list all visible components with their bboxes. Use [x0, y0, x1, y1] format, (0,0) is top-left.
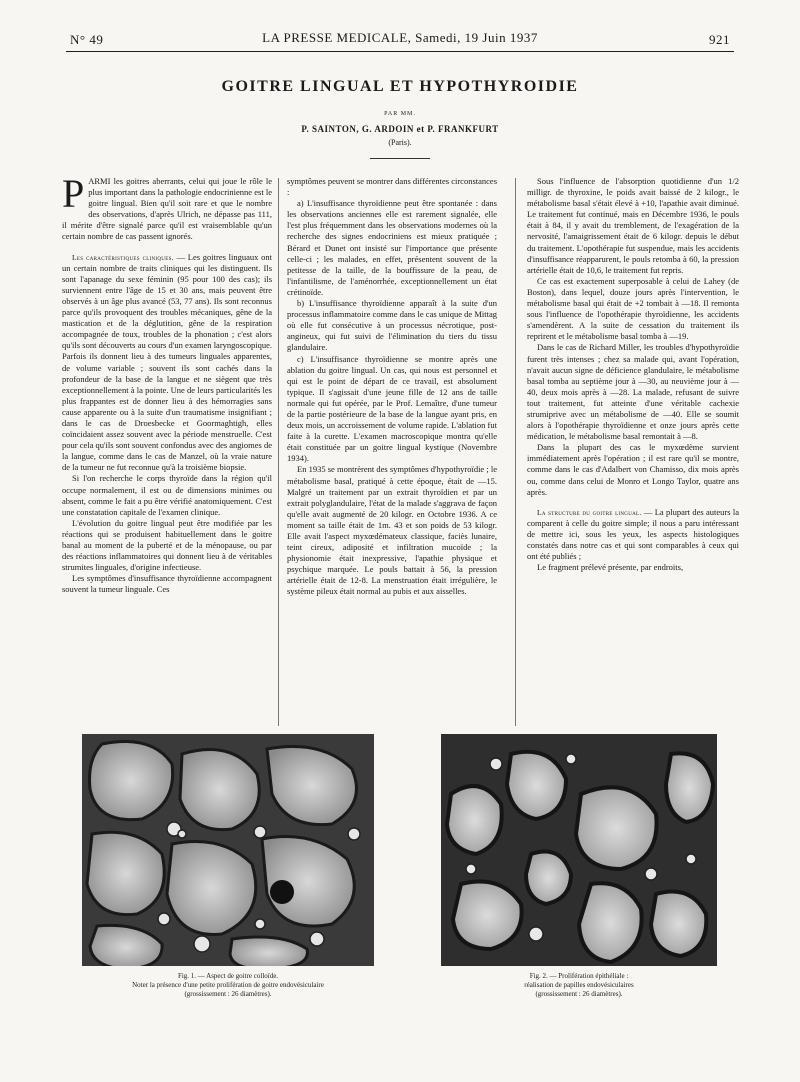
figure-1-micrograph [82, 734, 374, 966]
figure-2-caption [441, 972, 717, 999]
paragraph: Les caractéristiques cliniques. — Les goitres linguaux ont un certain nombre de traits cliniques qui les distinguent. Ils sont l'apanage du sexe féminin (95 pour 100 des cas); ils surviennent entre l'âge de 15 et 30 ans, mais peuvent être observés à un âge plus avancé (53, 77 ans). Ils sont reconnus parce qu'ils provoquent des troubles mécaniques, gêne de la mastication et de la déglutition, gêne de la respiration accompagnée de toux, troubles de la phonation ; c'est alors qu'ils sont découverts au cours d'un examen laryngoscopique. Parfois ils donnent lieu à des tumeurs linguales apparentes, de volume variable ; souvent ils sont cachés dans la profondeur de la base de la langue et ne siègent que très exceptionnellement à la pointe. Une de leurs particularités les plus frappantes est de donner lieu à des hémorragies sans cause apparente ou à la suite d'un traumatisme insignifiant ; dans le cas de Droesbecke et Goormaghtigh, elles coïncidaient assez souvent avec la période menstruelle. C'est pour cela qu'ils sont souvent confondus avec des angiomes de la langue, comme dans le cas de Manzel, où la vraie nature de la tumeur ne fut reconnue qu'à la troisième biopsie. [62, 251, 273, 473]
section-heading: Les caractéristiques cliniques. [72, 252, 174, 262]
journal-title: LA PRESSE MEDICALE, Samedi, 19 Juin 1937 [262, 30, 538, 45]
paragraph: Si l'on recherche le corps thyroïde dans la région qu'il occupe normalement, il est ou de dimensions minimes ou absent, comme le fait a pu être vérifié anatomiquement. C'est une constatation capitale de l'examen clinique. [62, 473, 272, 517]
section-heading: La structure du goitre lingual. [537, 507, 642, 517]
header-rule [66, 51, 734, 52]
title-rule [370, 158, 430, 159]
article-city: (Paris). [388, 138, 412, 147]
article-authors: P. SAINTON, G. ARDOIN et P. FRANKFURT [301, 124, 499, 134]
micrograph-image [82, 734, 374, 966]
caption-line: Fig. 2. — Prolifération épithéliale : [529, 972, 629, 980]
page-number: 921 [709, 32, 730, 47]
text-column-3 [527, 176, 739, 573]
paragraph: a) L'insuffisance thyroïdienne peut être spontanée : dans les observations anciennes elle est rarement signalée, elle l'est plus fréquemment dans les observations modernes où la recherche des signes endocriniens est mieux pratiquée ; Bérard et Dunet ont insisté sur l'importance que présente celle-ci ; les malades, en effet, présentent souvent de la petitesse de la taille, de la bouffissure de la peau, de l'infantilisme, de l'aménorrhée, exceptionnellement un état crétinoïde. [287, 198, 497, 297]
paragraph: PARMI les goitres aberrants, celui qui joue le rôle le plus important dans la pathologie endocrinienne est le goitre lingual. Bien qu'il soit rare et que le nombre des observations, d'après Ulrich, ne dépasse pas 111, il mérite d'être signalé parce qu'il est vraisemblable qu'un certain nombre de cas passent ignorés. [62, 171, 272, 242]
paragraph: symptômes peuvent se montrer dans différentes circonstances : [287, 176, 497, 198]
text-column-2 [287, 176, 497, 598]
caption-line: (grossissement : 26 diamètres). [184, 990, 272, 998]
column-rule [515, 178, 516, 726]
caption-line: Noter la présence d'une petite prolifération de goitre endovésiculaire [132, 981, 324, 989]
figure-1-caption [82, 972, 374, 999]
paragraph: Sous l'influence de l'absorption quotidienne d'un 1/2 milligr. de thyroxine, le poids avait baissé de 2 kilogr., le métabolisme basal s'était élevé à +10, l'apathie avait diminué. Le traitement fut continué, mais en Décembre 1936, le pouls était à 84, il y avait du tremblement, de l'exagération de la nervosité, l'amaigrissement était de 6 kilogr. depuis le début du traitement. L'opothérapie fut suspendue, mais les accidents d'insuffisance réapparurent, le pouls retomba à 60, la pression artérielle était de 10,6, le traitement fut repris. [527, 176, 739, 275]
paragraph: c) L'insuffisance thyroïdienne se montre après une ablation du goitre lingual. Un cas, qui nous est personnel et qui est le point de départ de ce travail, est absolument typique. Il s'agissait d'une jeune fille de 12 ans de taille normale qui fut opérée, par le Prof. Lemaître, d'une tumeur de la partie postérieure de la base de la langue ayant pris, en deux mois, un accroissement de volume rapide. L'ablation fut faite à la curette. L'examen macroscopique montra qu'elle était constituée par un goitre lingual kystique (Novembre 1934). [287, 353, 497, 464]
paragraph: Dans le cas de Richard Miller, les troubles d'hypothyroïdie furent très intenses ; chez sa malade qui, avant l'opération, n'avait aucun signe de déficience glandulaire, le métabolisme basal tomba au septième jour à —30, au neuvième jour à —40, deux mois après à —28. La malade, refusant de suivre tout traitement, fut atteinte d'une véritable cachexie strumiprive avec un métabolisme de —40. Elle se soumit alors à l'opothérapie thyroïdienne et onze jours après cette médication, le métabolisme basal remontait à —8. [527, 342, 739, 442]
text-column-1 [62, 171, 273, 595]
running-header [70, 30, 730, 50]
article-par: PAR MM. [384, 111, 416, 117]
caption-line: Fig. 1. — Aspect de goitre colloïde. [177, 972, 279, 980]
article-title: GOITRE LINGUAL ET HYPOTHYROIDIE [221, 78, 579, 95]
caption-line: (grossissement : 26 diamètres). [535, 990, 623, 998]
figure-2-micrograph [441, 734, 717, 966]
issue-number: N° 49 [70, 32, 104, 47]
paragraph: Le fragment prélevé présente, par endroits, [537, 562, 684, 573]
paragraph: En 1935 se montrèrent des symptômes d'hypothyroïdie ; le métabolisme basal, pratiqué à cette époque, était de —15. Malgré un traitement par un extrait thyroïdien et par un extrait polyglandulaire, l'état de la malade s'aggrava de façon qu'elle avait augmenté de 20 kilogr. en Octobre 1936. A ce moment sa taille était de 1m. 43 et son poids de 53 kilogr. Elle avait l'aspect myxœdémateux classique, faciès lunaire, teint cireux, adiposité et infiltration mucoïde ; la physionomie était inexpressive, l'apathie physique et psychique marquée. Le pouls battait à 56, la pression artérielle était de 12-8. La menstruation était irrégulière, le système pileux était normal au pubis et aux aisselles. [287, 464, 497, 597]
paragraph: Ce cas est exactement superposable à celui de Lahey (de Boston), dans lequel, douze jours après l'intervention, le métabolisme basal qui était de +2 tombait à —18. Il remonta sous l'influence de l'opothérapie thyroïdienne, les accidents s'amendèrent. A la suite de cessation du traitement ils reprirent et le métabolisme basal tomba à —19. [527, 275, 739, 342]
column-rule [278, 178, 279, 726]
paragraph: L'évolution du goitre lingual peut être modifiée par les réactions qui se produisent habituellement dans le goitre banal au moment de la puberté et de la ménopause, ou par des réactions inflammatoires qui donnent lieu à de véritables strumites linguales, d'origine infectieuse. [62, 517, 272, 573]
paragraph: Dans la plupart des cas le myxœdème survient immédiatement après l'opération ; il est rare qu'il se montre, comme dans le cas d'Adalbert von Chamisso, dix mois après ou, comme dans celui de Monro et Longo Taylor, quatre ans après. [527, 442, 739, 497]
micrograph-image [441, 734, 717, 966]
drop-cap: P [62, 171, 85, 216]
paragraph: Les symptômes d'insuffisance thyroïdienne accompagnent souvent la tumeur linguale. Ces [62, 573, 272, 595]
caption-line: réalisation de papilles endovésiculaires [524, 981, 634, 989]
paragraph: b) L'insuffisance thyroïdienne apparaît à la suite d'un processus inflammatoire comme dans le cas unique de Mittag où elle fut consécutive à un processus nécrotique, post-angineux, qui fut suivi de l'élimination du tiers du tissu glandulaire. [287, 298, 497, 353]
paragraph: La structure du goitre lingual. — La plupart des auteurs la comparent à celle du goitre simple; il nous a paru intéressant de mettre ici, sous les yeux, les aspects histologiques constatés dans notre cas et qui sont comparables à ceux qui ont été publiés ; [527, 506, 739, 562]
